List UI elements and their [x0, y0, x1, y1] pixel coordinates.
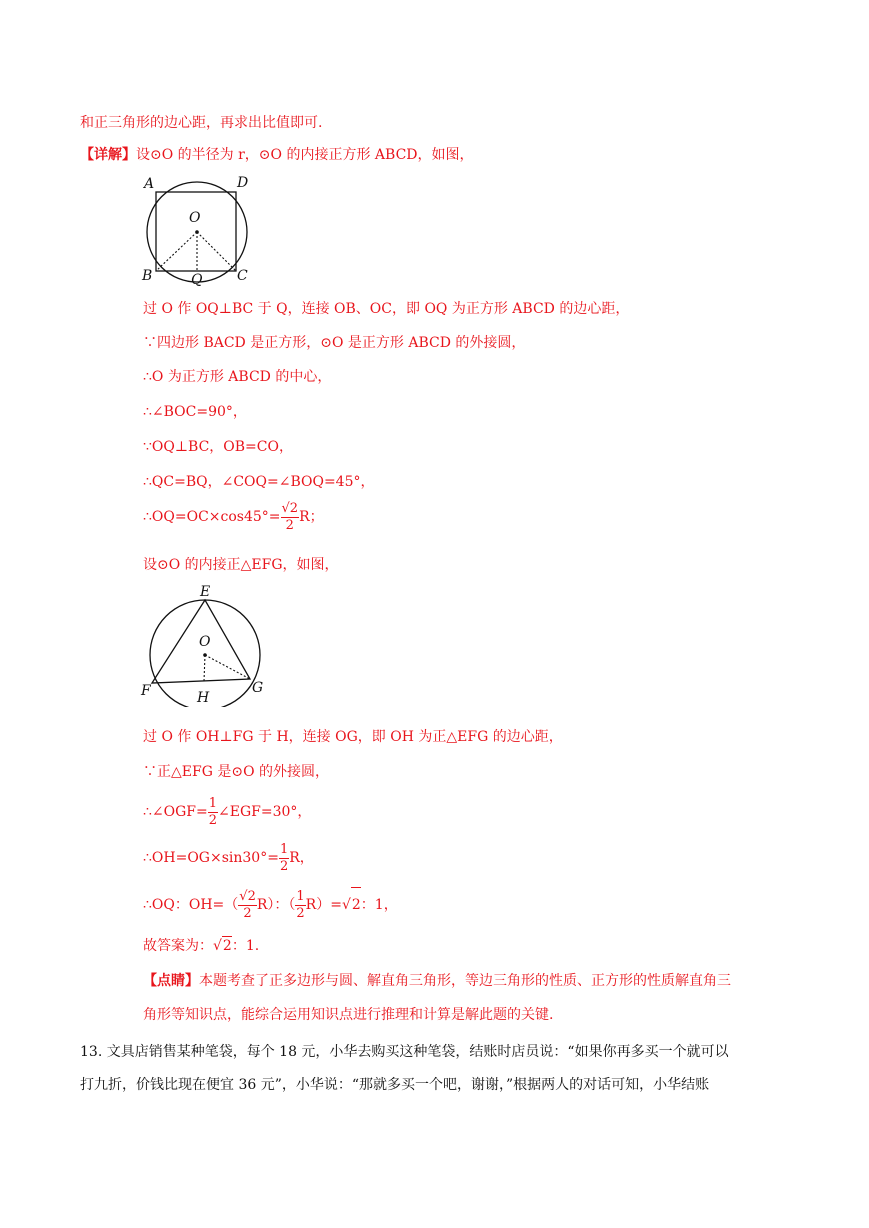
step-oh-suffix: R， [289, 850, 314, 866]
step-ogf [143, 795, 311, 829]
comment-tag: 【点睛】 [143, 973, 199, 989]
sqrt-2-ratio: √2 [342, 897, 361, 913]
label-d: D [237, 175, 249, 191]
step-oh-prefix: ∴OH=OG×sin30°= [143, 850, 279, 866]
ratio-after: R）= [305, 897, 342, 913]
fraction-half-3: $\frac{1}{2}$ [296, 888, 305, 921]
step1-line-1: 过 O 作 OQ⊥BC 于 Q，连接 OB、OC，即 OQ 为正方形 ABCD 的边心距， [143, 301, 630, 317]
ratio-mid: R）：（ [256, 897, 296, 913]
label-q: Q [191, 272, 203, 288]
fraction-half-1: $\frac{1}{2}$ [208, 795, 218, 828]
figure-square-in-circle [138, 170, 258, 290]
fraction-sqrt2-over-2: $\frac{√2}{2}$ [281, 500, 299, 533]
segment-oc [197, 232, 236, 271]
figure-triangle-in-circle [136, 582, 271, 707]
step1-line-4: ∴∠BOC=90°， [143, 404, 247, 420]
label-a: A [144, 176, 155, 192]
label-h: H [197, 690, 210, 706]
step-ogf-suffix: ∠EGF=30°， [218, 804, 312, 820]
label-e: E [200, 584, 211, 600]
label-f: F [141, 683, 151, 699]
center-dot-o [195, 230, 199, 234]
step2-line-2: ∵正△EFG 是⊙O 的外接圆， [143, 764, 329, 780]
comment-line-2: 角形等知识点，能综合运用知识点进行推理和计算是解此题的关键. [143, 1007, 554, 1023]
step-oq-suffix: R； [299, 509, 324, 525]
step-oq-prefix: ∴OQ=OC×cos45°= [143, 509, 281, 525]
answer-line [143, 936, 259, 955]
segment-oh [204, 655, 205, 681]
problem13-line-2: 打九折，价钱比现在便宜 36 元”，小华说：“那就多买一个吧，谢谢，”根据两人的对话可知，小华结账 [80, 1077, 710, 1093]
step1-line-2: ∵四边形 BACD 是正方形，⊙O 是正方形 ABCD 的外接圆， [143, 335, 526, 351]
problem13-line-1: 13. 文具店销售某种笔袋，每个 18 元，小华去购买这种笔袋，结账时店员说：“如果你再多买一个就可以 [80, 1044, 729, 1060]
center-dot-o2 [203, 653, 207, 657]
fraction-half-2: $\frac{1}{2}$ [279, 841, 289, 874]
step1-line-3: ∴O 为正方形 ABCD 的中心， [143, 369, 332, 385]
step1-line-6: ∴QC=BQ，∠COQ=∠BOQ=45°， [143, 474, 375, 490]
detail-tag: 【详解】 [80, 147, 136, 163]
label-c: C [237, 268, 248, 284]
segment-ob [156, 232, 197, 271]
label-o2: O [199, 634, 211, 650]
detail-text: 设⊙O 的半径为 r，⊙O 的内接正方形 ABCD，如图， [136, 147, 474, 163]
detail-line [80, 146, 474, 164]
step-oq [143, 500, 324, 534]
step2-line-1: 过 O 作 OH⊥FG 于 H，连接 OG，即 OH 为正△EFG 的边心距， [143, 729, 563, 745]
label-b: B [142, 268, 153, 284]
comment-text-1: 本题考查了正多边形与圆、解直角三角形，等边三角形的性质、正方形的性质解直角三 [199, 973, 731, 989]
label-o: O [189, 210, 201, 226]
ratio-prefix: ∴OQ：OH=（ [143, 897, 239, 913]
intro-line: 和正三角形的边心距，再求出比值即可. [80, 115, 323, 131]
step-oh [143, 841, 314, 875]
step1-line-5: ∵OQ⊥BC，OB=CO， [143, 439, 293, 455]
answer-end: ：1. [231, 938, 260, 954]
answer-prefix: 故答案为： [143, 938, 213, 954]
step-triangle: 设⊙O 的内接正△EFG，如图， [143, 557, 339, 573]
fraction-sqrt2-over-2-b: $\frac{√2}{2}$ [239, 888, 256, 921]
step-ratio [143, 887, 398, 922]
label-g: G [252, 680, 264, 696]
step-ogf-prefix: ∴∠OGF= [143, 804, 208, 820]
ratio-end: ：1， [360, 897, 398, 913]
sqrt-2-answer: √2 [213, 938, 232, 954]
comment-line-1 [143, 972, 731, 990]
